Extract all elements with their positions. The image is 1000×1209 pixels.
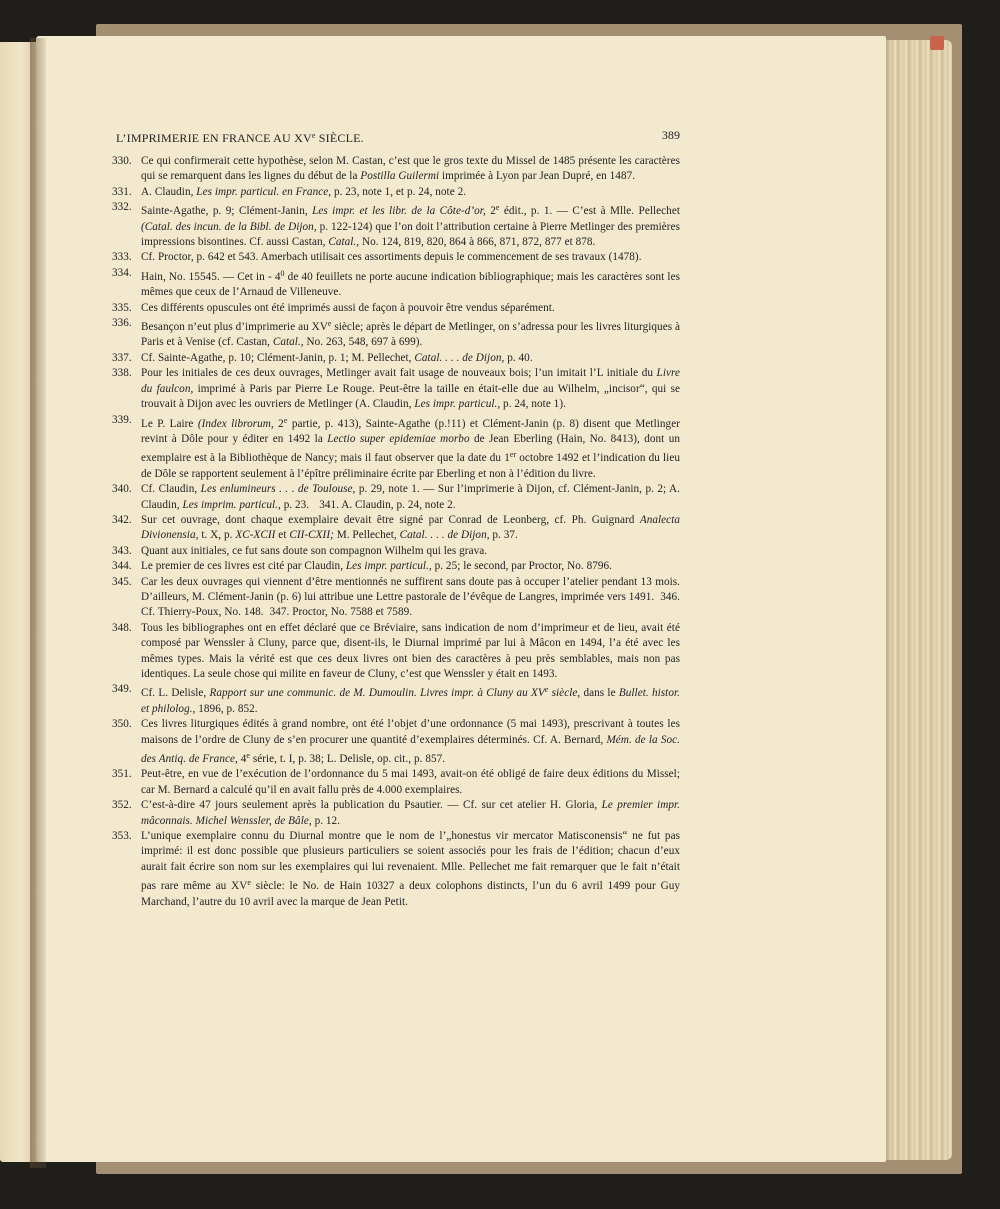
note-text: Ce qui confirmerait cette hypothèse, selon M. Castan, c’est que le gros texte du Missel de 1485 présente les caractères qui se remarquent dans les lignes du début de la Postilla Guilermi imprimée à Lyon par Jean Dupré, en 1487.	[141, 155, 680, 183]
note-text: Quant aux initiales, ce fut sans doute son compagnon Wilhelm qui les grava.	[141, 544, 488, 557]
note-text: Cf. L. Delisle, Rapport sur une communic. de M. Dumoulin. Livres impr. à Cluny au XVe siècle, dans le Bullet. histor. et philolog., 1896, p. 852.	[141, 685, 680, 715]
note-number: 339.	[112, 413, 132, 426]
note-number: 334.	[112, 266, 132, 279]
note-text: Besançon n’eut plus d’imprimerie au XVe siècle; après le départ de Metlinger, on s’adressa pour les livres liturgiques à Paris et à Venise (cf. Castan, Catal., No. 263, 548, 697 à 699).	[141, 319, 680, 349]
note-text: C’est-à-dire 47 jours seulement après la publication du Psautier. — Cf. sur cet atelier H. Gloria, Le premier impr. mâconnais. Michel Wenssler, de Bâle, p. 12.	[141, 799, 680, 827]
note-335	[112, 301, 680, 316]
note-345	[112, 575, 680, 621]
page-content	[112, 128, 681, 910]
note-330	[112, 154, 680, 185]
note-334	[112, 266, 681, 301]
note-number: 330.	[112, 155, 132, 167]
note-number: 345.	[112, 575, 132, 588]
note-332	[112, 200, 681, 250]
note-339	[112, 413, 680, 483]
note-number: 333.	[112, 251, 132, 264]
note-number: 331.	[112, 185, 132, 198]
note-number: 342.	[112, 513, 132, 526]
note-337	[112, 351, 680, 366]
note-text: Hain, No. 15545. — Cet in - $4^0$ de 40 feuillets ne porte aucune indication bibliographique; mais les caractères sont les mêmes que ceux de l’Arnaud de Villeneuve.	[141, 268, 681, 299]
note-351	[112, 767, 680, 798]
note-text: Peut-être, en vue de l’exécution de l’ordonnance du 5 mai 1493, avait-on été obligé de faire deux éditions du Missel; car M. Bernard a calculé qu’il en avait fallu près de 4.000 exemplaires.	[141, 768, 680, 796]
note-346: 346. Cf. Thierry-Poux, No. 148.	[141, 590, 680, 619]
note-number: 349.	[112, 683, 132, 696]
note-text: Cf. Claudin, Les enlumineurs . . . de Toulouse, p. 29, note 1. — Sur l’imprimerie à Dijon, cf. Clément-Janin, p. 2; A. Claudin, Les imprim. particul., p. 23. 341. A. Claudin, p. 24, note 2.	[141, 483, 680, 511]
note-text: Le P. Laire (Index librorum, 2e partie, p. 413), Sainte-Agathe (p.!11) et Clément-Janin (p. 8) disent que Metlinger revint à Dôle pour y éditer en 1492 la Lectio super epidemiae morbo de Jean Eberling (Hain, No. 8413), dont un exemplaire est à la Bibliothèque de Nancy; mais il faut observer que la date du 1er octobre 1492 et l’indication du lieu de Dôle se rapportent seulement à l’épître préliminaire écrite par Eberling et non à l’édition du livre.	[141, 415, 680, 480]
note-text: Sur cet ouvrage, dont chaque exemplaire devait être signé par Conrad de Leonberg, cf. Ph. Guignard Analecta Divionensia, t. X, p. XC-XCII et CII-CXII; M. Pellechet, Catal. . . . de Dijon, p. 37.	[141, 513, 680, 542]
note-number: 348.	[112, 621, 132, 634]
note-338	[112, 366, 680, 412]
note-number: 332.	[112, 201, 132, 214]
note-331	[112, 185, 680, 200]
note-number: 336.	[112, 317, 132, 330]
note-341: 341. A. Claudin, p. 24, note 2.	[319, 498, 456, 511]
note-text: Cf. Proctor, p. 642 et 543. Amerbach utilisait ces assortiments depuis le commencement de ses travaux (1478).	[141, 251, 642, 264]
note-number: 340.	[112, 483, 132, 496]
note-344	[112, 559, 680, 574]
note-number: 337.	[112, 351, 132, 364]
note-353	[112, 829, 680, 910]
note-text: Car les deux ouvrages qui viennent d’être mentionnés ne suffirent sans doute pas à occuper l’atelier pendant 13 mois. D’ailleurs, M. Clément-Janin (p. 6) lui attribue une Lettre pastorale de l’évêque de Langres, imprimée vers 1491. 346. Cf. Thierry-Poux, No. 148. 347. Proctor, No. 7588 et 7589.	[141, 575, 680, 619]
book-gutter	[30, 38, 46, 1168]
note-number: 344.	[112, 560, 132, 573]
note-350	[112, 717, 681, 767]
note-number: 353.	[112, 830, 132, 843]
note-text: Ces livres liturgiques édités à grand nombre, ont été l’objet d’une ordonnance (5 mai 1493), prescrivant à toutes les maisons de l’ordre de Cluny de s’en procurer une quantité d’exemplaires déterminés. Cf. A. Bernard, Mém. de la Soc. des Antiq. de France, 4e série, t. I, p. 38; L. Delisle, op. cit., p. 857.	[141, 718, 681, 766]
note-348	[112, 621, 680, 683]
note-352	[112, 798, 680, 829]
note-text: Tous les bibliographes ont en effet déclaré que ce Bréviaire, sans indication de nom d’imprimeur et de lieu, avait été composé par Wenssler à Cluny, parce que, disent-ils, le Diurnal imprimé par lui à Mâcon en 1494, l’a été avec les mêmes types. Mais la vérité est que ces deux livres ont bien des caractères à peu près semblables, mais non pas identiques. La seule chose qui milite en faveur de Cluny, c’est que Wenssler y était en 1493.	[141, 621, 680, 680]
note-text: Le premier de ces livres est cité par Claudin, Les impr. particul., p. 25; le second, par Proctor, No. 8796.	[141, 560, 613, 573]
note-text: A. Claudin, Les impr. particul. en France, p. 23, note 1, et p. 24, note 2.	[141, 185, 467, 198]
running-head	[118, 128, 680, 144]
note-text: Sainte-Agathe, p. 9; Clément-Janin, Les impr. et les libr. de la Côte-d’or, 2e édit., p. 1. — C’est à Mlle. Pellechet (Catal. des incun. de la Bibl. de Dijon, p. 122-124) que l’on doit l’attribution certaine à Pierre Metlinger des premières impressions bisontines. Cf. aussi Castan, Catal., No. 124, 819, 820, 864 à 866, 871, 872, 877 et 878.	[141, 203, 681, 249]
note-text: L’unique exemplaire connu du Diurnal montre que le nom de l’„honestus vir mercator Matisconensis“ ne fut pas imprimé: il est donc possible que plusieurs particuliers se soient associés pour les frais de l’édition; chacun d’eux aurait fait écrire son nom sur les exemplaires qui lui revenaient. Mlle. Pellechet me fait remarquer que le fait n’était pas rare même au XVe siècle: le No. de Hain 10327 a deux colophons distincts, l’un du 6 avril 1499 pour Guy Marchand, l’autre du 10 avril avec la marque de Jean Petit.	[141, 830, 680, 908]
note-number: 335.	[112, 301, 132, 314]
running-title: L’IMPRIMERIE EN FRANCE AU XVe SIÈCLE.	[116, 131, 364, 145]
note-number: 350.	[112, 718, 132, 731]
note-text: Cf. Sainte-Agathe, p. 10; Clément-Janin, p. 1; M. Pellechet, Catal. . . . de Dijon, p. 40.	[141, 351, 533, 364]
note-336	[112, 316, 680, 351]
note-text: Pour les initiales de ces deux ouvrages, Metlinger avait fait usage de nouveaux bois; l’un imitait l’L initiale du Livre du faulcon, imprimé à Paris par Pierre Le Rouge. Peut-être la taille en était-elle due au Wilhelm, „incisor“, qui se trouvait à Dijon avec les ouvriers de Metlinger (A. Claudin, Les impr. particul., p. 24, note 1).	[141, 367, 680, 411]
note-number: 338.	[112, 367, 132, 380]
note-number: 351.	[112, 768, 132, 781]
note-number: 343.	[112, 544, 132, 557]
note-340	[112, 482, 680, 513]
note-number: 352.	[112, 799, 132, 812]
note-347: 347. Proctor, No. 7588 et 7589.	[269, 606, 413, 619]
page-number: 389	[661, 128, 680, 142]
red-marker-tab	[930, 36, 944, 50]
note-343	[112, 544, 680, 559]
note-333	[112, 250, 680, 265]
note-342	[112, 513, 680, 544]
note-text: Ces différents opuscules ont été imprimés aussi de façon à pouvoir être vendus séparément.	[141, 301, 555, 314]
note-349	[112, 682, 680, 717]
